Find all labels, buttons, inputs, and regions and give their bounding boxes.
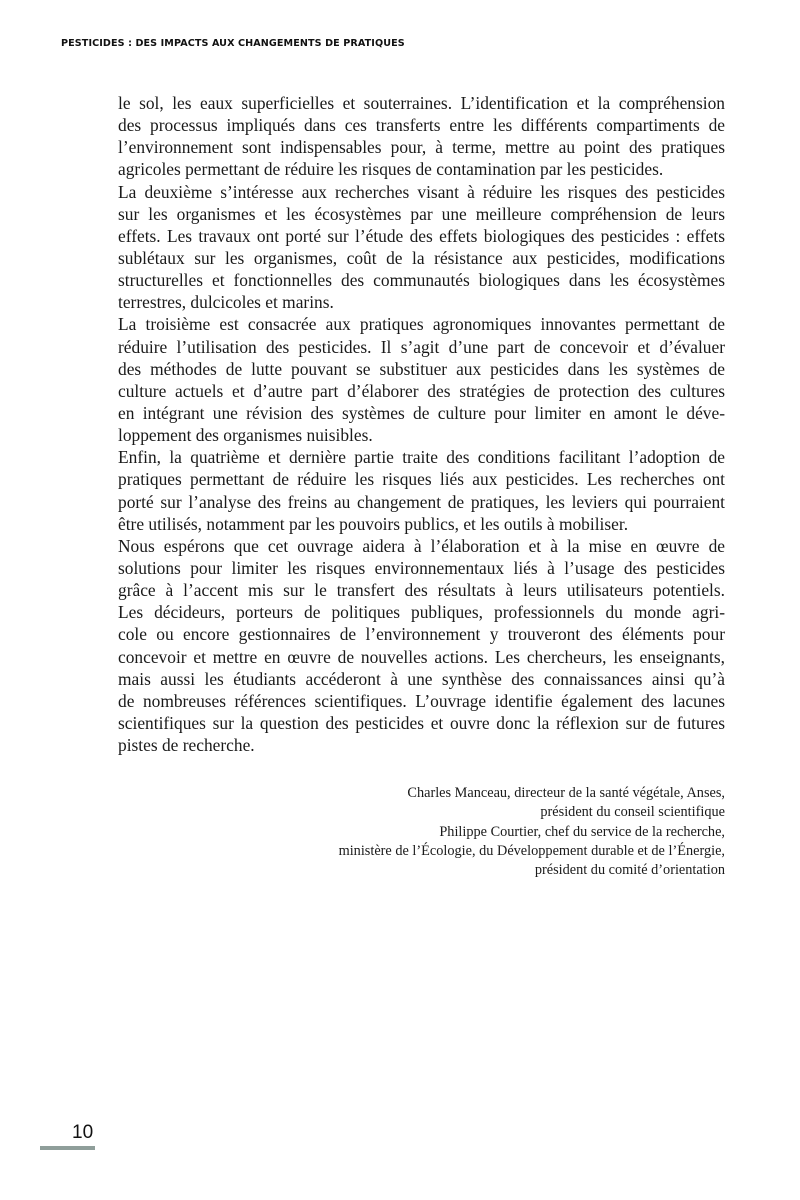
text-line: grâce à l’accent mis sur le transfert des résultats à leurs utilisateurs potentiels.	[118, 580, 725, 601]
text-line: l’environnement sont indispensables pour, à terme, mettre au point des pratiques	[118, 137, 725, 158]
signature-line: président du conseil scientifique	[540, 804, 725, 821]
text-line: porté sur l’analyse des freins au changement de pratiques, les leviers qui pourraient	[118, 491, 725, 512]
text-line: être utilisés, notamment par les pouvoirs publics, et les outils à mobiliser.	[118, 513, 629, 534]
text-line: concevoir et mettre en œuvre de nouvelles actions. Les chercheurs, les enseignants,	[118, 646, 725, 667]
text-line: structurelles et fonctionnelles des communautés biologiques dans les écosystèmes	[118, 270, 725, 291]
paragraph	[118, 92, 725, 181]
paragraph	[118, 181, 725, 314]
text-line: sur les organismes et les écosystèmes par une meilleure compréhension de leurs	[118, 203, 725, 224]
paragraph	[118, 535, 725, 756]
signature-line: président du comité d’orientation	[534, 862, 725, 879]
page-number-bar	[40, 1146, 95, 1150]
paragraph	[118, 313, 725, 446]
text-line: pistes de recherche.	[118, 735, 255, 756]
text-line: Enfin, la quatrième et dernière partie traite des conditions facilitant l’adoption de	[118, 447, 725, 468]
text-line: sublétaux sur les organismes, coût de la résistance aux pesticides, modifications	[118, 247, 725, 268]
signature-line: Philippe Courtier, chef du service de la recherche,	[439, 823, 725, 840]
text-line: le sol, les eaux superficielles et souterraines. L’identification et la compréhension	[118, 93, 725, 113]
text-line: terrestres, dulcicoles et marins.	[118, 292, 334, 313]
signature-line: Charles Manceau, directeur de la santé végétale, Anses,	[407, 785, 725, 801]
text-line: Les décideurs, porteurs de politiques publiques, professionnels du monde agri-	[118, 602, 725, 623]
text-line: mais aussi les étudiants accéderont à une synthèse des connaissances ainsi qu’à	[118, 668, 725, 689]
body-text	[118, 92, 725, 756]
text-line: réduire l’utilisation des pesticides. Il s’agit d’une part de concevoir et d’évaluer	[118, 336, 725, 357]
text-line: culture actuels et d’autre part d’élaborer des stratégies de protection des cultures	[118, 380, 725, 401]
text-line: La deuxième s’intéresse aux recherches visant à réduire les risques des pesticides	[118, 181, 725, 202]
running-head: PESTICIDES : DES IMPACTS AUX CHANGEMENTS DE PRATIQUES	[61, 38, 405, 49]
text-line: effets. Les travaux ont porté sur l’étude des effets biologiques des pesticides : effets	[118, 225, 725, 246]
text-line: scientifiques sur la question des pesticides et ouvre donc la réflexion sur de futures	[118, 712, 725, 733]
text-line: en intégrant une révision des systèmes de culture pour limiter en amont le déve-	[118, 402, 725, 423]
page-number: 10	[72, 1122, 94, 1143]
paragraph	[118, 446, 725, 535]
signature-line: ministère de l’Écologie, du Développement durable et de l’Énergie,	[338, 842, 725, 859]
text-line: pratiques permettant de réduire les risques liés aux pesticides. Les recherches ont	[118, 469, 725, 490]
text-line: des méthodes de lutte pouvant se substituer aux pesticides dans les systèmes de	[118, 358, 725, 379]
text-line: Nous espérons que cet ouvrage aidera à l’élaboration et à la mise en œuvre de	[118, 535, 725, 556]
text-line: La troisième est consacrée aux pratiques agronomiques innovantes permettant de	[118, 314, 725, 335]
signature-block	[339, 784, 725, 880]
text-line: solutions pour limiter les risques environnementaux liés à l’usage des pesticides	[118, 557, 725, 578]
text-line: des processus impliqués dans ces transferts entre les différents compartiments de	[118, 115, 725, 136]
text-line: loppement des organismes nuisibles.	[118, 425, 373, 446]
text-line: de nombreuses références scientifiques. L’ouvrage identifie également des lacunes	[118, 690, 725, 711]
text-line: cole ou encore gestionnaires de l’environnement y trouveront des éléments pour	[118, 624, 725, 645]
text-line: agricoles permettant de réduire les risques de contamination par les pesticides.	[118, 159, 664, 180]
